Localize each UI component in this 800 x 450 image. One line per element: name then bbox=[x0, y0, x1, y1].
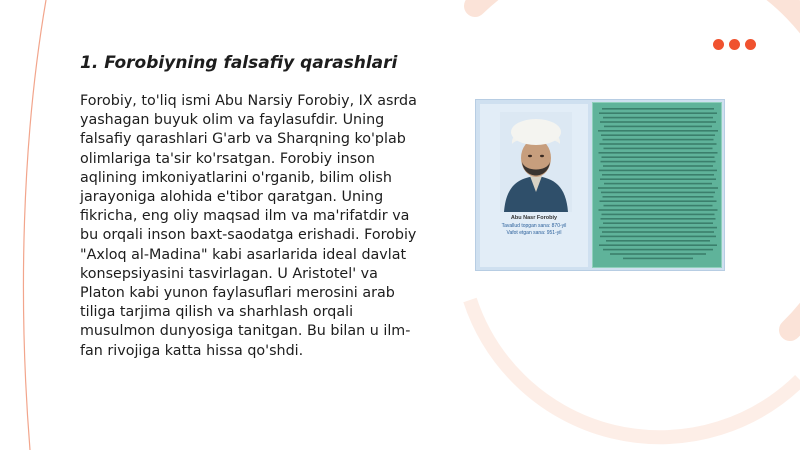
dot-icon bbox=[745, 39, 756, 50]
portrait-caption-name: Abu Nasr Forobiy bbox=[510, 215, 558, 221]
text-line bbox=[599, 244, 717, 246]
text-line bbox=[606, 240, 710, 242]
portrait-caption-line1: Tavallud topgan sana: 870-yil bbox=[501, 223, 567, 229]
text-line bbox=[602, 174, 714, 176]
text-line bbox=[599, 152, 718, 154]
text-line bbox=[610, 253, 706, 255]
text-line bbox=[601, 161, 716, 163]
text-line bbox=[603, 249, 713, 251]
text-line bbox=[604, 126, 712, 128]
text-line bbox=[601, 218, 716, 220]
slide-title: 1. Forobiyning falsafiy qarashlari bbox=[80, 53, 398, 73]
slide-body-text: Forobiy, to'liq ismi Abu Narsiy Forobiy, IX asrda yashagan buyuk olim va faylasufdir. Uning falsafiy qarashlari G'arb va Sharqning ko'plab olimlariga ta'sir ko'rsatgan. Forobiy inson aqlining imkoniyatlarini o'rganib, bilim olish jarayoniga alohida e'tibor qaratgan. Uning fikricha, eng oliy maqsad ilm va ma'rifatdir va bu orqali inson baxt-saodatga erishadi. Forobiy "Axloq al-Madina" kabi asarlarida ideal davlat konsepsiyasini tasvirlagan. U Aristotel' va Platon kabi yunon faylasuflari merosini arab tiliga tarjima qilish va sharhlash orqali musulmon dunyosiga tanitgan. Bu bilan u ilm-fan rivojiga katta hissa qo'shdi. bbox=[80, 93, 417, 359]
text-line bbox=[600, 143, 717, 145]
text-line bbox=[598, 187, 718, 189]
portrait-icon bbox=[500, 112, 572, 212]
portrait-caption-line2: Vafot etgan sana: 951-yil bbox=[506, 230, 562, 236]
dot-icon bbox=[713, 39, 724, 50]
text-line bbox=[623, 258, 693, 260]
text-line bbox=[604, 148, 713, 150]
text-line bbox=[600, 200, 717, 202]
illegible-text-lines bbox=[593, 103, 723, 269]
three-dots-icon[interactable] bbox=[713, 39, 757, 51]
text-line bbox=[601, 134, 715, 136]
text-line bbox=[604, 183, 712, 185]
text-line bbox=[603, 196, 714, 198]
text-line bbox=[601, 192, 715, 194]
text-line bbox=[599, 227, 717, 229]
text-line bbox=[603, 222, 713, 224]
text-line bbox=[599, 112, 717, 114]
text-line bbox=[603, 139, 714, 141]
text-line bbox=[599, 209, 718, 211]
text-line bbox=[598, 130, 718, 132]
text-line bbox=[600, 121, 716, 123]
forobiy-figure bbox=[475, 99, 725, 271]
text-line bbox=[602, 214, 715, 216]
text-line bbox=[602, 156, 715, 158]
text-line bbox=[602, 108, 714, 110]
dot-icon bbox=[729, 39, 740, 50]
decor-line bbox=[23, 0, 46, 450]
text-line bbox=[600, 236, 716, 238]
text-line bbox=[602, 231, 714, 233]
portrait-panel bbox=[480, 104, 588, 267]
text-line bbox=[603, 165, 713, 167]
text-line bbox=[604, 205, 713, 207]
text-line bbox=[603, 117, 713, 119]
biography-text-panel bbox=[592, 102, 722, 268]
decor-arc-lower bbox=[470, 300, 800, 437]
text-line bbox=[599, 170, 717, 172]
text-line bbox=[600, 178, 716, 180]
